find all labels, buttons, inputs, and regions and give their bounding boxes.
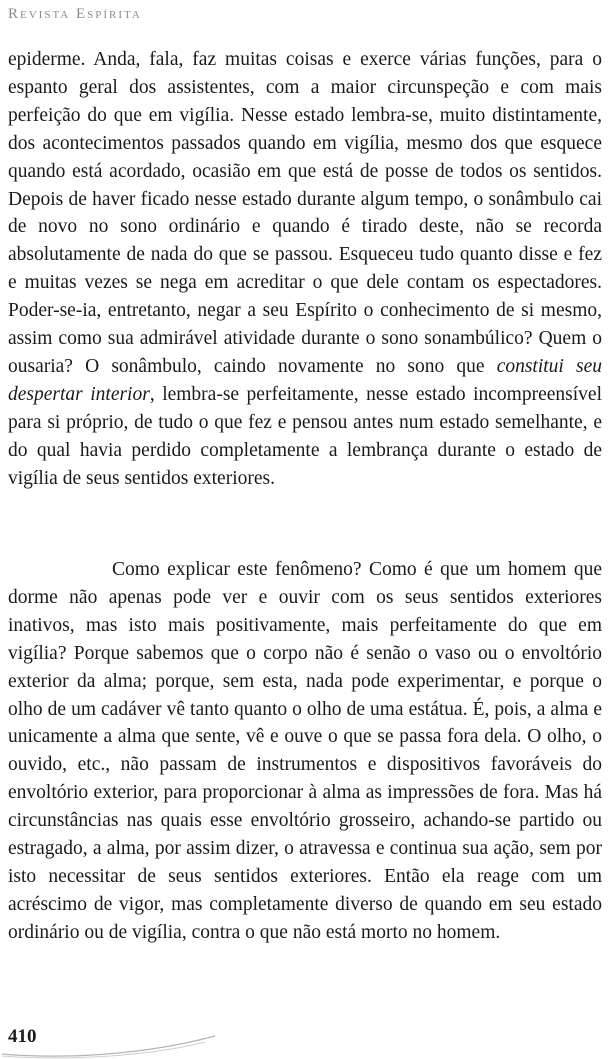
page-number: 410 xyxy=(8,1026,37,1047)
body-paragraph-1 xyxy=(8,46,602,493)
running-header: Revista Espírita xyxy=(8,6,142,22)
italic-phrase: constitui seu despertar interior xyxy=(8,355,602,405)
paragraph-1-text-end: , lembra-se perfeitamente, nesse estado incompreensível para si próprio, de tudo o que fez e pensou antes num estado semelhante, e do qual havia perdido completamente a lembrança durante o estado de vigília de seus sentidos exteriores. xyxy=(8,383,602,489)
body-paragraph-2: Como explicar este fenômeno? Como é que um homem que dorme não apenas pode ver e ouvir com os seus sentidos exteriores inativos, mas isto mais positivamente, mais perfeitamente do que em vigília? Porque sabemos que o corpo não é senão o vaso ou o envoltório exterior da alma; porque, sem esta, nada pode experimentar, e porque o olho de um cadáver vê tanto quanto o olho de uma estátua. É, pois, a alma e unicamente a alma que sente, vê e ouve o que se passa fora dela. O olho, o ouvido, etc., não passam de instrumentos e dispositivos favoráveis do envoltório exterior, para proporcionar à alma as impressões de fora. Mas há circunstâncias nas quais esse envoltório grosseiro, achando-se partido ou estragado, a alma, por assim dizer, o atravessa e continua sua ação, sem por isto necessitar de seus sentidos exteriores. Então ela reage com um acréscimo de vigor, mas completamente diverso de quando em seu estado ordinário ou de vigília, contra o que não está morto no homem. xyxy=(8,559,602,943)
paragraph-1-text-start: epiderme. Anda, fala, faz muitas coisas e exerce várias funções, para o espanto geral dos assistentes, com a maior circunspeção e com mais perfeição do que em vigília. Nesse estado lembra-se, muito distintamente, dos acontecimentos passados quando em vigília, mesmo dos que esquece quando está acordado, ocasião em que está de posse de todos os sentidos. Depois de haver ficado nesse estado durante algum tempo, o sonâmbulo cai de novo no sono ordinário e quando é tirado deste, não se recorda absolutamente de nada do que se passou. Esqueceu tudo quanto disse e fez e muitas vezes se nega em acreditar o que dele contam os espectadores. Poder-se-ia, entretanto, negar a seu Espírito o conhecimento de si mesmo, assim como sua admirável atividade durante o sono sonambúlico? Quem o ousaria? O sonâmbulo, caindo novamente no sono que xyxy=(8,49,602,377)
